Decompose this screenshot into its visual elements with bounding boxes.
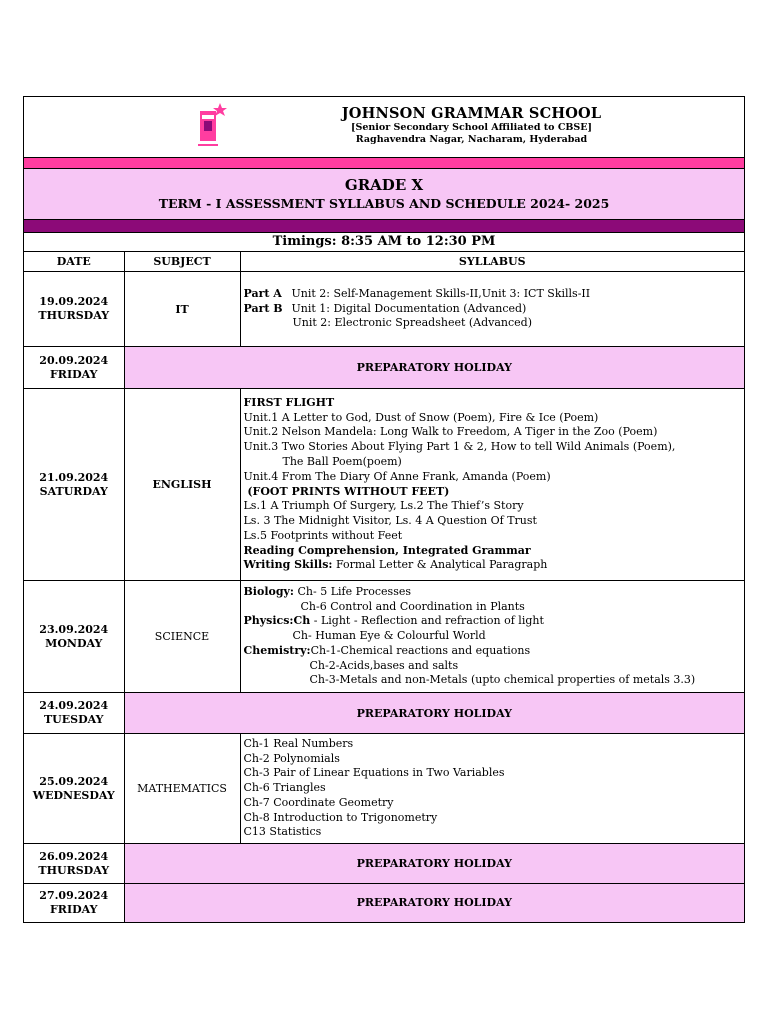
holiday-cell: PREPARATORY HOLIDAY xyxy=(124,884,744,922)
day-text: FRIDAY xyxy=(50,367,98,381)
day-text: FRIDAY xyxy=(50,902,98,916)
syllabus-cell xyxy=(240,581,744,693)
syllabus-cell xyxy=(240,272,744,347)
syllabus-line: Ch-6 Triangles xyxy=(243,781,326,795)
table-row xyxy=(24,581,744,693)
table-row xyxy=(24,734,744,844)
column-header-date: DATE xyxy=(24,252,124,272)
schedule-sheet xyxy=(23,96,745,923)
column-header-syllabus: SYLLABUS xyxy=(240,252,744,272)
holiday-cell: PREPARATORY HOLIDAY xyxy=(124,693,744,734)
subject-cell: IT xyxy=(124,272,240,347)
syllabus-line: Unit.4 From The Diary Of Anne Frank, Amanda (Poem) xyxy=(243,469,551,483)
syllabus-label: Biology: xyxy=(243,584,294,598)
date-text: 23.09.2024 xyxy=(39,622,109,636)
table-row xyxy=(24,844,744,884)
grade-title-box xyxy=(24,169,744,220)
syllabus-cell xyxy=(240,389,744,581)
grade-title: GRADE X xyxy=(344,176,424,194)
syllabus-line: Unit.1 A Letter to God, Dust of Snow (Poem), Fire & Ice (Poem) xyxy=(243,410,599,424)
subject-cell: MATHEMATICS xyxy=(124,734,240,844)
day-text: TUESDAY xyxy=(44,713,104,726)
syllabus-line: Ch-8 Introduction to Trigonometry xyxy=(243,810,438,824)
syllabus-line: Unit 2: Self-Management Skills-II,Unit 3: ICT Skills-II xyxy=(291,286,591,300)
date-cell xyxy=(24,693,124,734)
syllabus-label: Writing Skills: xyxy=(243,558,333,572)
day-text: MONDAY xyxy=(45,636,103,650)
day-text: THURSDAY xyxy=(38,863,110,877)
day-text: SATURDAY xyxy=(39,484,108,498)
date-cell xyxy=(24,389,124,581)
syllabus-label: Physics:Ch xyxy=(243,614,311,628)
date-cell xyxy=(24,581,124,693)
holiday-cell: PREPARATORY HOLIDAY xyxy=(124,844,744,884)
school-header xyxy=(24,97,744,158)
school-name: JOHNSON GRAMMAR SCHOOL xyxy=(341,105,602,122)
date-cell xyxy=(24,734,124,844)
column-header-subject: SUBJECT xyxy=(124,252,240,272)
syllabus-cell xyxy=(240,734,744,844)
syllabus-line: Ls.1 A Triumph Of Surgery, Ls.2 The Thief’s Story xyxy=(243,499,524,513)
syllabus-label: Chemistry: xyxy=(243,643,311,657)
date-cell xyxy=(24,844,124,884)
date-cell xyxy=(24,884,124,922)
table-row xyxy=(24,693,744,734)
date-text: 27.09.2024 xyxy=(39,888,109,902)
syllabus-line: Ch-3 Pair of Linear Equations in Two Variables xyxy=(243,766,505,780)
table-header-row xyxy=(24,252,744,272)
syllabus-line: Unit.2 Nelson Mandela: Long Walk to Freedom, A Tiger in the Zoo (Poem) xyxy=(243,425,658,439)
pink-divider xyxy=(24,158,744,169)
date-text: 20.09.2024 xyxy=(39,353,109,367)
term-subtitle: TERM - I ASSESSMENT SYLLABUS AND SCHEDULE 2024- 2025 xyxy=(158,196,610,211)
syllabus-heading: Reading Comprehension, Integrated Grammar xyxy=(243,543,531,557)
holiday-cell: PREPARATORY HOLIDAY xyxy=(124,347,744,389)
date-text: 21.09.2024 xyxy=(39,470,109,484)
syllabus-line: Ch-7 Coordinate Geometry xyxy=(243,795,394,809)
date-text: 25.09.2024 xyxy=(39,774,109,788)
schedule-table xyxy=(24,252,744,922)
syllabus-heading: FIRST FLIGHT xyxy=(243,395,335,409)
date-text: 26.09.2024 xyxy=(39,849,109,863)
date-text: 24.09.2024 xyxy=(39,699,109,712)
syllabus-line: Ch-2 Polynomials xyxy=(243,751,340,765)
syllabus-heading: (FOOT PRINTS WITHOUT FEET) xyxy=(243,484,450,498)
syllabus-line: Ch-3-Metals and non-Metals (upto chemical properties of metals 3.3) xyxy=(309,673,696,687)
syllabus-line: Ch-1-Chemical reactions and equations xyxy=(310,643,531,657)
date-text: 19.09.2024 xyxy=(39,295,109,308)
day-text: THURSDAY xyxy=(38,309,110,322)
school-logo-icon xyxy=(182,101,232,153)
part-label: Part A xyxy=(243,286,282,300)
syllabus-line: - Light - Reflection and refraction of light xyxy=(310,614,544,628)
subject-cell: SCIENCE xyxy=(124,581,240,693)
date-cell xyxy=(24,272,124,347)
syllabus-line: The Ball Poem(poem) xyxy=(282,454,402,468)
subject-cell: ENGLISH xyxy=(124,389,240,581)
table-row xyxy=(24,389,744,581)
table-row xyxy=(24,884,744,922)
table-row xyxy=(24,347,744,389)
syllabus-line: Ch- 5 Life Processes xyxy=(293,584,411,598)
purple-divider xyxy=(24,220,744,233)
day-text: WEDNESDAY xyxy=(32,788,115,802)
syllabus-line: Ch-1 Real Numbers xyxy=(243,736,354,750)
syllabus-line: Ls.5 Footprints without Feet xyxy=(243,528,403,542)
syllabus-line: Formal Letter & Analytical Paragraph xyxy=(332,558,548,572)
school-address: Raghavendra Nagar, Nacharam, Hyderabad xyxy=(355,134,588,145)
syllabus-line: C13 Statistics xyxy=(243,825,322,839)
school-affiliation: [Senior Secondary School Affiliated to CBSE] xyxy=(350,122,593,133)
syllabus-line: Unit 2: Electronic Spreadsheet (Advanced) xyxy=(292,316,533,330)
syllabus-line: Unit 1: Digital Documentation (Advanced) xyxy=(291,301,527,315)
syllabus-line: Ls. 3 The Midnight Visitor, Ls. 4 A Question Of Trust xyxy=(243,514,537,528)
table-row xyxy=(24,272,744,347)
syllabus-line: Ch-2-Acids,bases and salts xyxy=(309,658,459,672)
syllabus-line: Ch-6 Control and Coordination in Plants xyxy=(300,599,525,613)
date-cell xyxy=(24,347,124,389)
syllabus-line: Unit.3 Two Stories About Flying Part 1 & 2, How to tell Wild Animals (Poem), xyxy=(243,440,676,454)
timings: Timings: 8:35 AM to 12:30 PM xyxy=(24,233,744,252)
syllabus-line: Ch- Human Eye & Colourful World xyxy=(292,629,486,643)
part-label: Part B xyxy=(243,301,283,315)
